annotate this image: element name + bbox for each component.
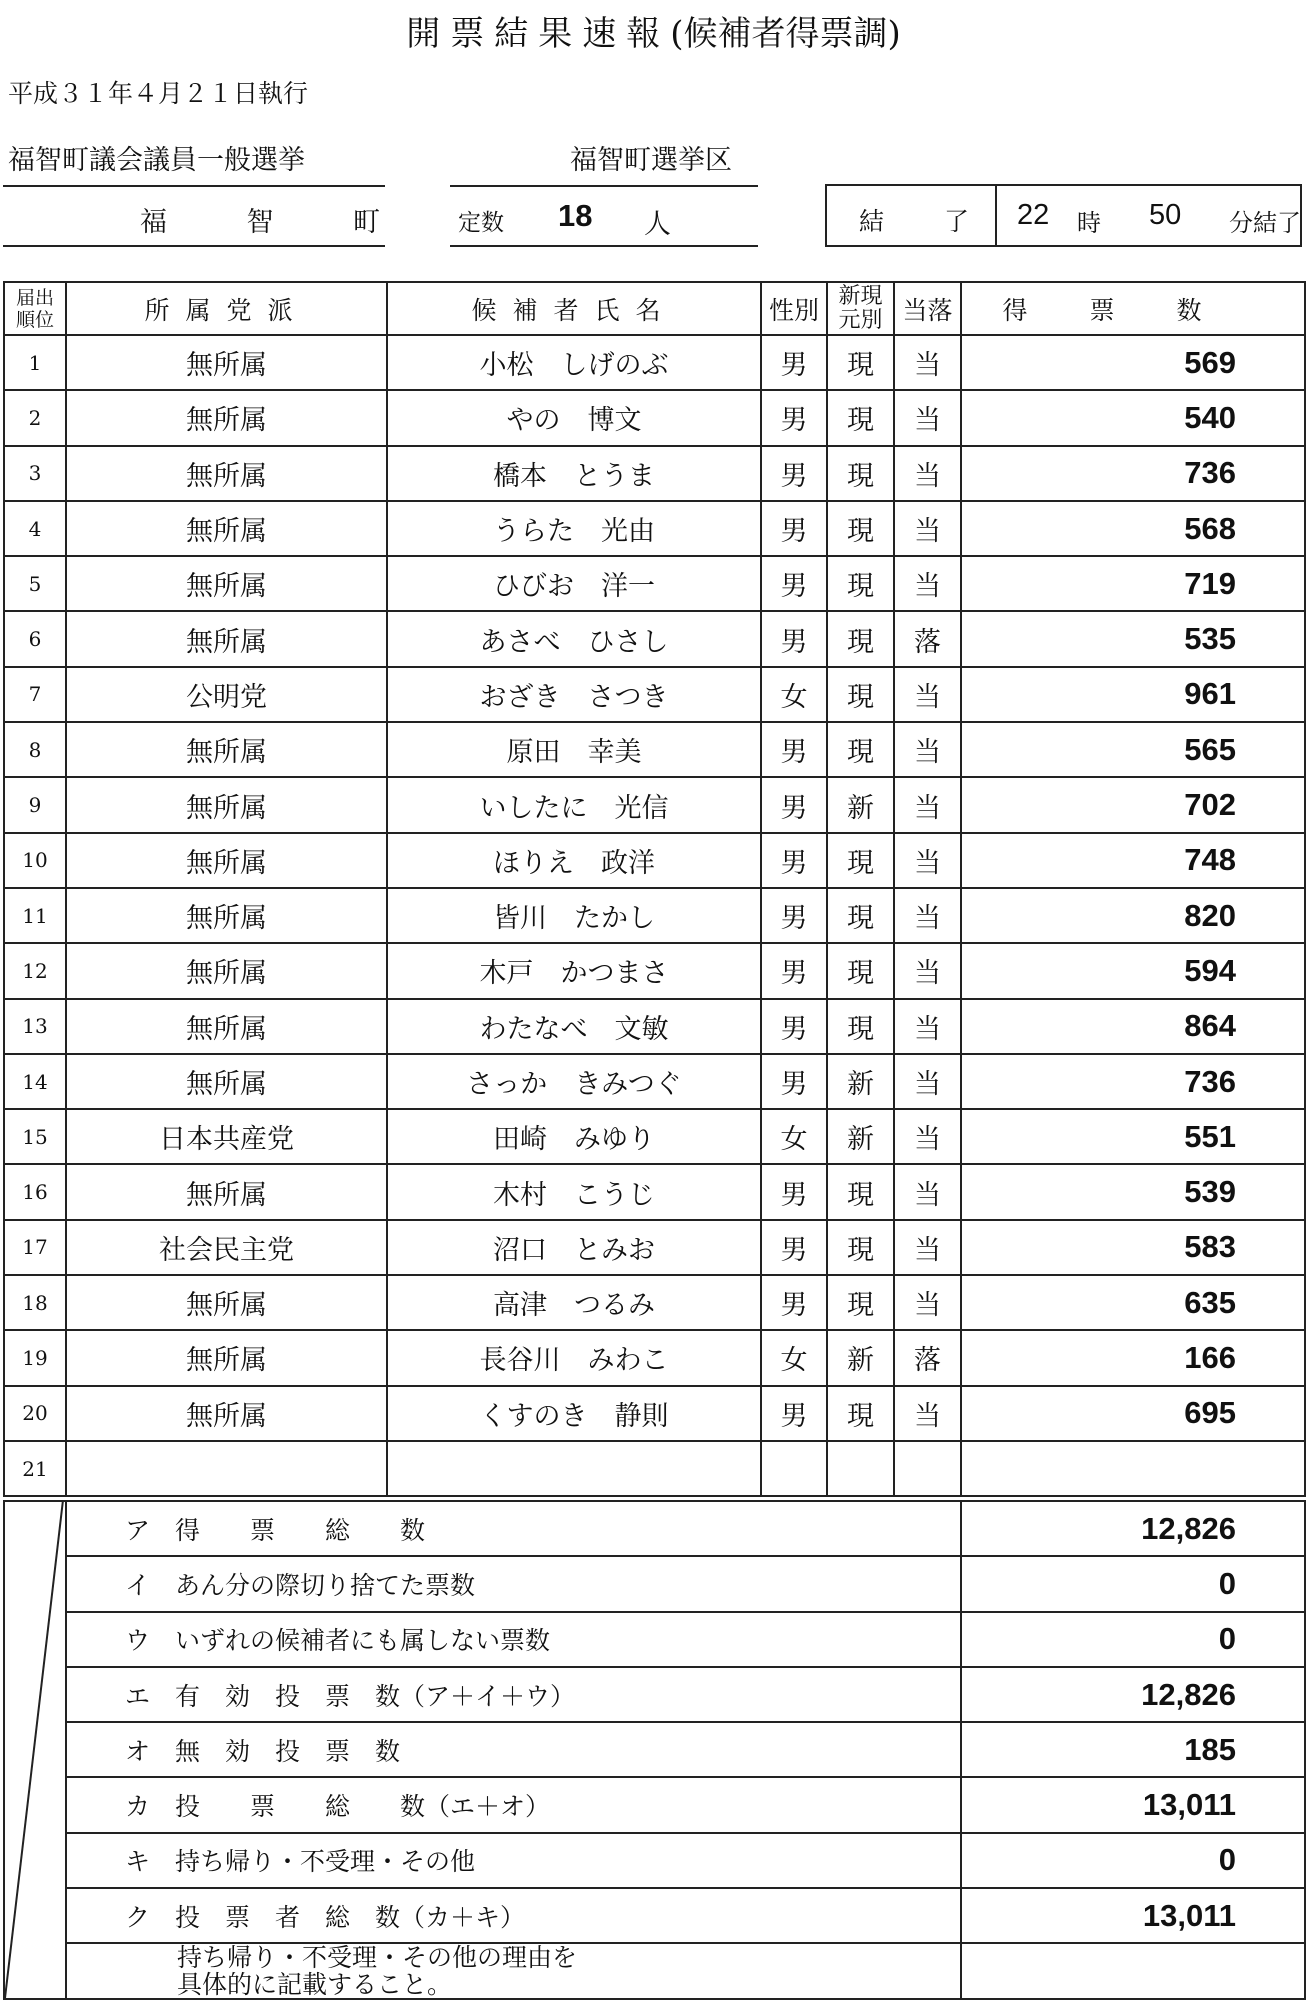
cell-votes: 551 [961, 1109, 1305, 1164]
cell-order: 9 [4, 777, 66, 832]
cell-name: いしたに 光信 [387, 777, 761, 832]
cell-party: 無所属 [66, 1386, 387, 1441]
summary-label: カ 投 票 総 数（エ＋オ） [66, 1777, 961, 1832]
summary-value: 12,826 [961, 1667, 1305, 1722]
cell-party: 日本共産党 [66, 1109, 387, 1164]
cell-order: 13 [4, 999, 66, 1054]
cell-status: 現 [827, 667, 894, 722]
cell-votes: 568 [961, 501, 1305, 556]
summary-value: 13,011 [961, 1777, 1305, 1832]
cell-party: 無所属 [66, 611, 387, 666]
end-label-char: 了 [943, 207, 969, 236]
cell-name: ひびお 洋一 [387, 556, 761, 611]
cell-gender: 男 [761, 611, 827, 666]
cell-party: 無所属 [66, 999, 387, 1054]
end-minute: 50 [1149, 199, 1182, 231]
cell-votes: 539 [961, 1164, 1305, 1219]
cell-status: 現 [827, 1275, 894, 1330]
summary-row [4, 1722, 1305, 1777]
cell-order: 8 [4, 722, 66, 777]
cell-party: 無所属 [66, 888, 387, 943]
table-row [4, 1275, 1305, 1330]
cell-votes: 864 [961, 999, 1305, 1054]
cell-order: 11 [4, 888, 66, 943]
note-row [4, 1943, 1305, 1999]
cell-order: 16 [4, 1164, 66, 1219]
table-row [4, 335, 1305, 390]
summary-row [4, 1833, 1305, 1888]
cell-status: 現 [827, 556, 894, 611]
table-row [4, 446, 1305, 501]
cell-result: 当 [894, 1275, 961, 1330]
town-char: 町 [353, 207, 380, 238]
hour-unit: 時 [1077, 209, 1101, 237]
cell-party: 無所属 [66, 446, 387, 501]
cell-result: 当 [894, 556, 961, 611]
divider [3, 185, 385, 187]
cell-gender: 男 [761, 446, 827, 501]
cell-result: 当 [894, 1220, 961, 1275]
summary-value: 12,826 [961, 1501, 1305, 1556]
col-name-label: 候補者氏名 [471, 295, 677, 325]
end-hour: 22 [1017, 199, 1050, 231]
cell-party: 無所属 [66, 1054, 387, 1109]
table-row [4, 1054, 1305, 1109]
cell-order: 4 [4, 501, 66, 556]
col-votes-label: 得票数 [1002, 295, 1264, 325]
cell-party: 無所属 [66, 1164, 387, 1219]
cell-status: 現 [827, 611, 894, 666]
cell-order: 1 [4, 335, 66, 390]
col-party-label: 所属党派 [144, 295, 309, 325]
cell-status: 現 [827, 888, 894, 943]
cell-gender: 男 [761, 390, 827, 445]
title-sub: (候補者得票調) [670, 14, 901, 54]
cell-gender: 男 [761, 556, 827, 611]
cell-name: 田崎 みゆり [387, 1109, 761, 1164]
cell-party [66, 1441, 387, 1496]
cell-status: 新 [827, 1109, 894, 1164]
cell-party: 社会民主党 [66, 1220, 387, 1275]
summary-label: ク 投 票 者 総 数（カ＋キ） [66, 1888, 961, 1943]
table-row [4, 777, 1305, 832]
cell-gender: 男 [761, 722, 827, 777]
table-row [4, 722, 1305, 777]
cell-status: 現 [827, 335, 894, 390]
summary-label: ア 得 票 総 数 [66, 1501, 961, 1556]
divider [450, 185, 758, 187]
cell-result: 当 [894, 501, 961, 556]
cell-order: 12 [4, 943, 66, 998]
cell-status: 現 [827, 1164, 894, 1219]
note-blank [961, 1943, 1305, 1999]
col-gender [761, 282, 827, 335]
cell-gender [761, 1441, 827, 1496]
quota-unit: 人 [644, 209, 671, 240]
cell-status: 現 [827, 501, 894, 556]
minute-unit: 分結了 [1229, 209, 1301, 237]
town-char: 智 [246, 207, 274, 238]
cell-gender: 男 [761, 335, 827, 390]
cell-name: うらた 光由 [387, 501, 761, 556]
col-order [4, 282, 66, 335]
results-table [3, 281, 1306, 1497]
cell-result: 当 [894, 943, 961, 998]
cell-name: やの 博文 [387, 390, 761, 445]
cell-name: くすのき 静則 [387, 1386, 761, 1441]
cell-votes: 635 [961, 1275, 1305, 1330]
end-time-box [825, 184, 1302, 247]
col-party [66, 282, 387, 335]
cell-name: 原田 幸美 [387, 722, 761, 777]
cell-result: 当 [894, 888, 961, 943]
cell-name: おざき さつき [387, 667, 761, 722]
cell-name: わたなべ 文敏 [387, 999, 761, 1054]
cell-order: 3 [4, 446, 66, 501]
end-label-char: 結 [859, 207, 885, 236]
cell-gender: 男 [761, 1275, 827, 1330]
table-row [4, 556, 1305, 611]
table-row [4, 501, 1305, 556]
cell-status: 現 [827, 1220, 894, 1275]
cell-votes: 820 [961, 888, 1305, 943]
col-name [387, 282, 761, 335]
summary-label: キ 持ち帰り・不受理・その他 [66, 1833, 961, 1888]
cell-name: 皆川 たかし [387, 888, 761, 943]
end-label [859, 202, 969, 238]
title-main: 開票結果速報 [406, 14, 671, 54]
table-row [4, 999, 1305, 1054]
cell-order: 18 [4, 1275, 66, 1330]
cell-votes: 166 [961, 1330, 1305, 1385]
summary-value: 0 [961, 1833, 1305, 1888]
cell-result: 当 [894, 667, 961, 722]
summary-label: イ あん分の際切り捨てた票数 [66, 1556, 961, 1611]
town-char: 福 [140, 207, 167, 238]
cell-gender: 男 [761, 1164, 827, 1219]
cell-order: 17 [4, 1220, 66, 1275]
cell-party: 無所属 [66, 833, 387, 888]
cell-party: 公明党 [66, 667, 387, 722]
divider [450, 245, 758, 247]
cell-result: 当 [894, 335, 961, 390]
cell-name: 木村 こうじ [387, 1164, 761, 1219]
divider [3, 245, 385, 247]
table-row [4, 611, 1305, 666]
cell-name: さっか きみつぐ [387, 1054, 761, 1109]
cell-result: 当 [894, 446, 961, 501]
cell-result: 当 [894, 1386, 961, 1441]
cell-gender: 男 [761, 1054, 827, 1109]
cell-order: 20 [4, 1386, 66, 1441]
cell-status: 現 [827, 999, 894, 1054]
cell-party: 無所属 [66, 390, 387, 445]
cell-result: 当 [894, 1109, 961, 1164]
cell-votes [961, 1441, 1305, 1496]
cell-votes: 583 [961, 1220, 1305, 1275]
cell-result: 当 [894, 777, 961, 832]
col-status-label: 新現元別 [838, 283, 883, 333]
cell-name: 沼口 とみお [387, 1220, 761, 1275]
cell-result: 当 [894, 722, 961, 777]
col-votes [961, 282, 1305, 335]
cell-party: 無所属 [66, 556, 387, 611]
cell-gender: 女 [761, 1109, 827, 1164]
cell-gender: 男 [761, 1220, 827, 1275]
quota-label: 定数 [458, 210, 504, 236]
town-name [140, 200, 380, 239]
table-row [4, 888, 1305, 943]
cell-name: 橋本 とうま [387, 446, 761, 501]
cell-status [827, 1441, 894, 1496]
table-row [4, 833, 1305, 888]
cell-status: 新 [827, 1054, 894, 1109]
cell-gender: 男 [761, 999, 827, 1054]
cell-order: 14 [4, 1054, 66, 1109]
summary-value: 0 [961, 1612, 1305, 1667]
table-row [4, 390, 1305, 445]
cell-status: 現 [827, 722, 894, 777]
cell-name: ほりえ 政洋 [387, 833, 761, 888]
cell-gender: 女 [761, 1330, 827, 1385]
cell-gender: 男 [761, 1386, 827, 1441]
note-text [66, 1943, 961, 1999]
table-row [4, 1164, 1305, 1219]
page-title [0, 6, 1307, 55]
election-district: 福智町選挙区 [570, 145, 732, 176]
note-line: 持ち帰り・不受理・その他の理由を [177, 1943, 578, 1973]
col-status [827, 282, 894, 335]
cell-order: 19 [4, 1330, 66, 1385]
cell-status: 新 [827, 1330, 894, 1385]
cell-name: 木戸 かつまさ [387, 943, 761, 998]
cell-votes: 540 [961, 390, 1305, 445]
cell-result: 当 [894, 999, 961, 1054]
cell-result: 当 [894, 1054, 961, 1109]
col-gender-label: 性別 [768, 295, 819, 325]
election-date: 平成３１年４月２１日執行 [8, 79, 309, 108]
table-row [4, 1441, 1305, 1496]
cell-order: 2 [4, 390, 66, 445]
table-row [4, 1330, 1305, 1385]
cell-name: 小松 しげのぶ [387, 335, 761, 390]
cell-votes: 748 [961, 833, 1305, 888]
cell-result: 当 [894, 1164, 961, 1219]
cell-status: 現 [827, 446, 894, 501]
cell-result: 当 [894, 833, 961, 888]
cell-votes: 719 [961, 556, 1305, 611]
cell-order: 15 [4, 1109, 66, 1164]
summary-value: 185 [961, 1722, 1305, 1777]
cell-party: 無所属 [66, 1275, 387, 1330]
cell-order: 21 [4, 1441, 66, 1496]
summary-value: 13,011 [961, 1888, 1305, 1943]
table-header [4, 282, 1305, 335]
cell-order: 6 [4, 611, 66, 666]
cell-result: 当 [894, 390, 961, 445]
summary-label: オ 無 効 投 票 数 [66, 1722, 961, 1777]
col-result-label: 当落 [902, 295, 953, 325]
cell-name: 高津 つるみ [387, 1275, 761, 1330]
cell-votes: 535 [961, 611, 1305, 666]
cell-result: 落 [894, 611, 961, 666]
cell-status: 現 [827, 943, 894, 998]
cell-gender: 男 [761, 833, 827, 888]
table-row [4, 943, 1305, 998]
table-row [4, 667, 1305, 722]
cell-party: 無所属 [66, 943, 387, 998]
cell-status: 新 [827, 777, 894, 832]
summary-label: ウ いずれの候補者にも属しない票数 [66, 1612, 961, 1667]
cell-name: 長谷川 みわこ [387, 1330, 761, 1385]
cell-result: 落 [894, 1330, 961, 1385]
summary-row [4, 1888, 1305, 1943]
cell-result [894, 1441, 961, 1496]
summary-table [3, 1500, 1306, 2000]
cell-gender: 男 [761, 943, 827, 998]
cell-status: 現 [827, 833, 894, 888]
note-line: 具体的に記載すること。 [177, 1970, 453, 2000]
election-name: 福智町議会議員一般選挙 [8, 145, 305, 176]
summary-row [4, 1777, 1305, 1832]
cell-name: あさべ ひさし [387, 611, 761, 666]
table-row [4, 1386, 1305, 1441]
cell-votes: 695 [961, 1386, 1305, 1441]
cell-name [387, 1441, 761, 1496]
table-row [4, 1109, 1305, 1164]
cell-order: 7 [4, 667, 66, 722]
summary-value: 0 [961, 1556, 1305, 1611]
summary-label: エ 有 効 投 票 数（ア＋イ＋ウ） [66, 1667, 961, 1722]
summary-row [4, 1556, 1305, 1611]
cell-votes: 736 [961, 1054, 1305, 1109]
summary-row [4, 1667, 1305, 1722]
col-order-label: 届出順位 [15, 286, 54, 331]
cell-votes: 961 [961, 667, 1305, 722]
cell-party: 無所属 [66, 1330, 387, 1385]
cell-status: 現 [827, 1386, 894, 1441]
cell-party: 無所属 [66, 501, 387, 556]
cell-gender: 男 [761, 777, 827, 832]
cell-votes: 736 [961, 446, 1305, 501]
quota-value: 18 [558, 198, 593, 233]
cell-votes: 569 [961, 335, 1305, 390]
cell-gender: 男 [761, 888, 827, 943]
summary-row [4, 1501, 1305, 1556]
cell-votes: 594 [961, 943, 1305, 998]
cell-gender: 女 [761, 667, 827, 722]
cell-party: 無所属 [66, 777, 387, 832]
cell-party: 無所属 [66, 335, 387, 390]
diagonal-line [3, 1500, 65, 2000]
summary-row [4, 1612, 1305, 1667]
cell-order: 10 [4, 833, 66, 888]
cell-gender: 男 [761, 501, 827, 556]
cell-votes: 565 [961, 722, 1305, 777]
cell-status: 現 [827, 390, 894, 445]
cell-votes: 702 [961, 777, 1305, 832]
divider [995, 186, 997, 245]
cell-order: 5 [4, 556, 66, 611]
table-row [4, 1220, 1305, 1275]
col-result [894, 282, 961, 335]
cell-party: 無所属 [66, 722, 387, 777]
